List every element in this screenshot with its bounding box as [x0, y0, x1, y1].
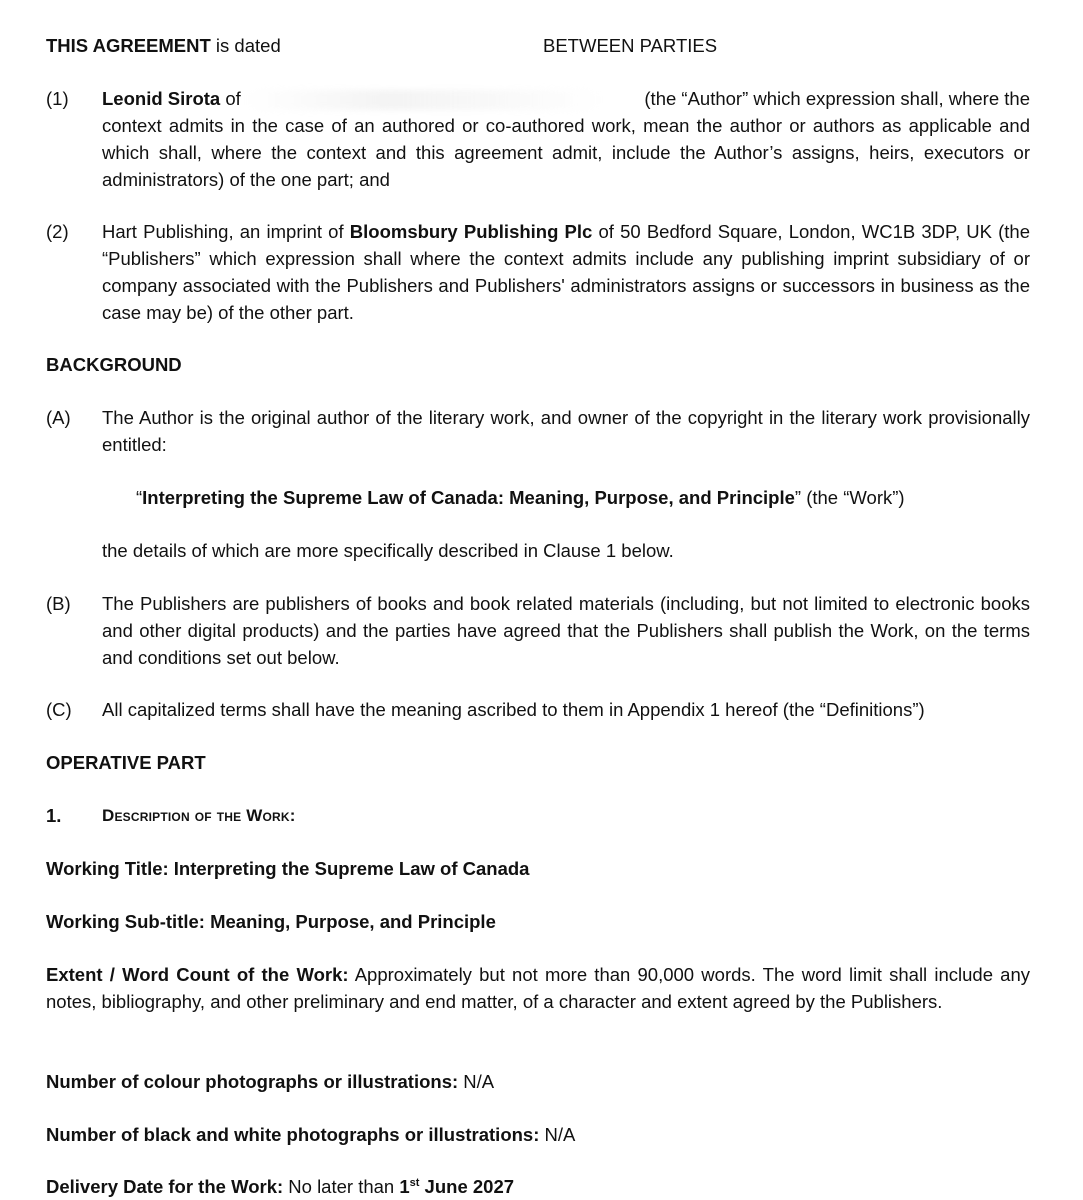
agreement-label: THIS AGREEMENT [46, 35, 211, 56]
bw-line [46, 1121, 575, 1148]
delivery-value: No later than [283, 1176, 400, 1197]
work-title-open-quote: “ [136, 487, 143, 508]
colour-value: N/A [458, 1071, 495, 1092]
work-title-line [136, 484, 905, 511]
clause-1-title: Description of the Work: [102, 806, 296, 825]
working-subtitle: Working Sub-title: Meaning, Purpose, and Principle [46, 911, 496, 932]
party-1-desc-line1: (the “Author” which expression shall, where the [644, 88, 1030, 109]
publisher-name: Bloomsbury Publishing Plc [349, 221, 593, 242]
party-1-number: (1) [46, 88, 69, 109]
extent-value: Approximately but not more than 90,000 words. The word limit shall include any notes, bibliography, and other preliminary and end matter, of a character and extent agreed by the Publishers. [46, 964, 1031, 1012]
background-heading: BACKGROUND [46, 354, 182, 375]
redacted-address [246, 90, 601, 110]
work-title-close: ” (the “Work”) [794, 487, 905, 508]
party-1-first-line [102, 85, 1030, 112]
delivery-label: Delivery Date for the Work: [46, 1176, 284, 1197]
working-title: Working Title: Interpreting the Supreme Law of Canada [46, 858, 530, 879]
delivery-month-year: June 2027 [419, 1176, 515, 1197]
background-b-text: The Publishers are publishers of books and book related materials (including, but not limited to electronic books and other digital products) and the parties have agreed that the Publishers shall publish the Work, on the terms and conditions set out below. [102, 593, 1030, 668]
author-name: Leonid Sirota [102, 88, 221, 109]
bw-label: Number of black and white photographs or illustrations: [46, 1124, 540, 1145]
party-1-clause [102, 85, 1030, 193]
colour-line [46, 1068, 494, 1095]
colour-label: Number of colour photographs or illustrations: [46, 1071, 459, 1092]
delivery-line [46, 1173, 514, 1200]
party-2-number: (2) [46, 221, 69, 242]
delivery-day: 1 [399, 1176, 410, 1197]
clause-1-number: 1. [46, 805, 62, 826]
background-a-text: The Author is the original author of the literary work, and owner of the copyright in the literary work provisionally entitled: [102, 407, 1030, 455]
party-2-clause [102, 218, 1030, 326]
agreement-dated-text: is dated [210, 35, 281, 56]
background-c-number: (C) [46, 699, 72, 720]
background-a-number: (A) [46, 407, 71, 428]
background-c-text: All capitalized terms shall have the meaning ascribed to them in Appendix 1 hereof (the “Definitions”) [102, 699, 925, 720]
work-title: Interpreting the Supreme Law of Canada: Meaning, Purpose, and Principle [142, 487, 795, 508]
party-1-desc-rest: context admits in the case of an authored or co-authored work, mean the author or authors as applicable and which shall, where the context and this agreement admit, include the Author’s assigns, heirs, executors or administrators) of the one part; and [102, 115, 1030, 190]
details-text: the details of which are more specifically described in Clause 1 below. [102, 540, 674, 561]
extent-label: Extent / Word Count of the Work: [46, 964, 349, 985]
party-2-rest: of 50 Bedford Square, London, WC1B 3DP, UK (the “Publishers” which expression shall where the context admits include any publishing imprint subsidiary of or company associated with the Publishers and Publishers' administrators assigns or successors in business as the case may be) of the other part. [102, 221, 1031, 323]
author-of-text: of [220, 88, 246, 109]
party-2-prefix: Hart Publishing, an imprint of [102, 221, 350, 242]
between-parties-heading: BETWEEN PARTIES [543, 35, 718, 56]
bw-value: N/A [539, 1124, 576, 1145]
operative-part-heading: OPERATIVE PART [46, 752, 206, 773]
background-b-number: (B) [46, 593, 71, 614]
agreement-date-line [46, 32, 281, 59]
delivery-day-suffix: st [409, 1176, 420, 1189]
extent-paragraph [46, 961, 1030, 1015]
